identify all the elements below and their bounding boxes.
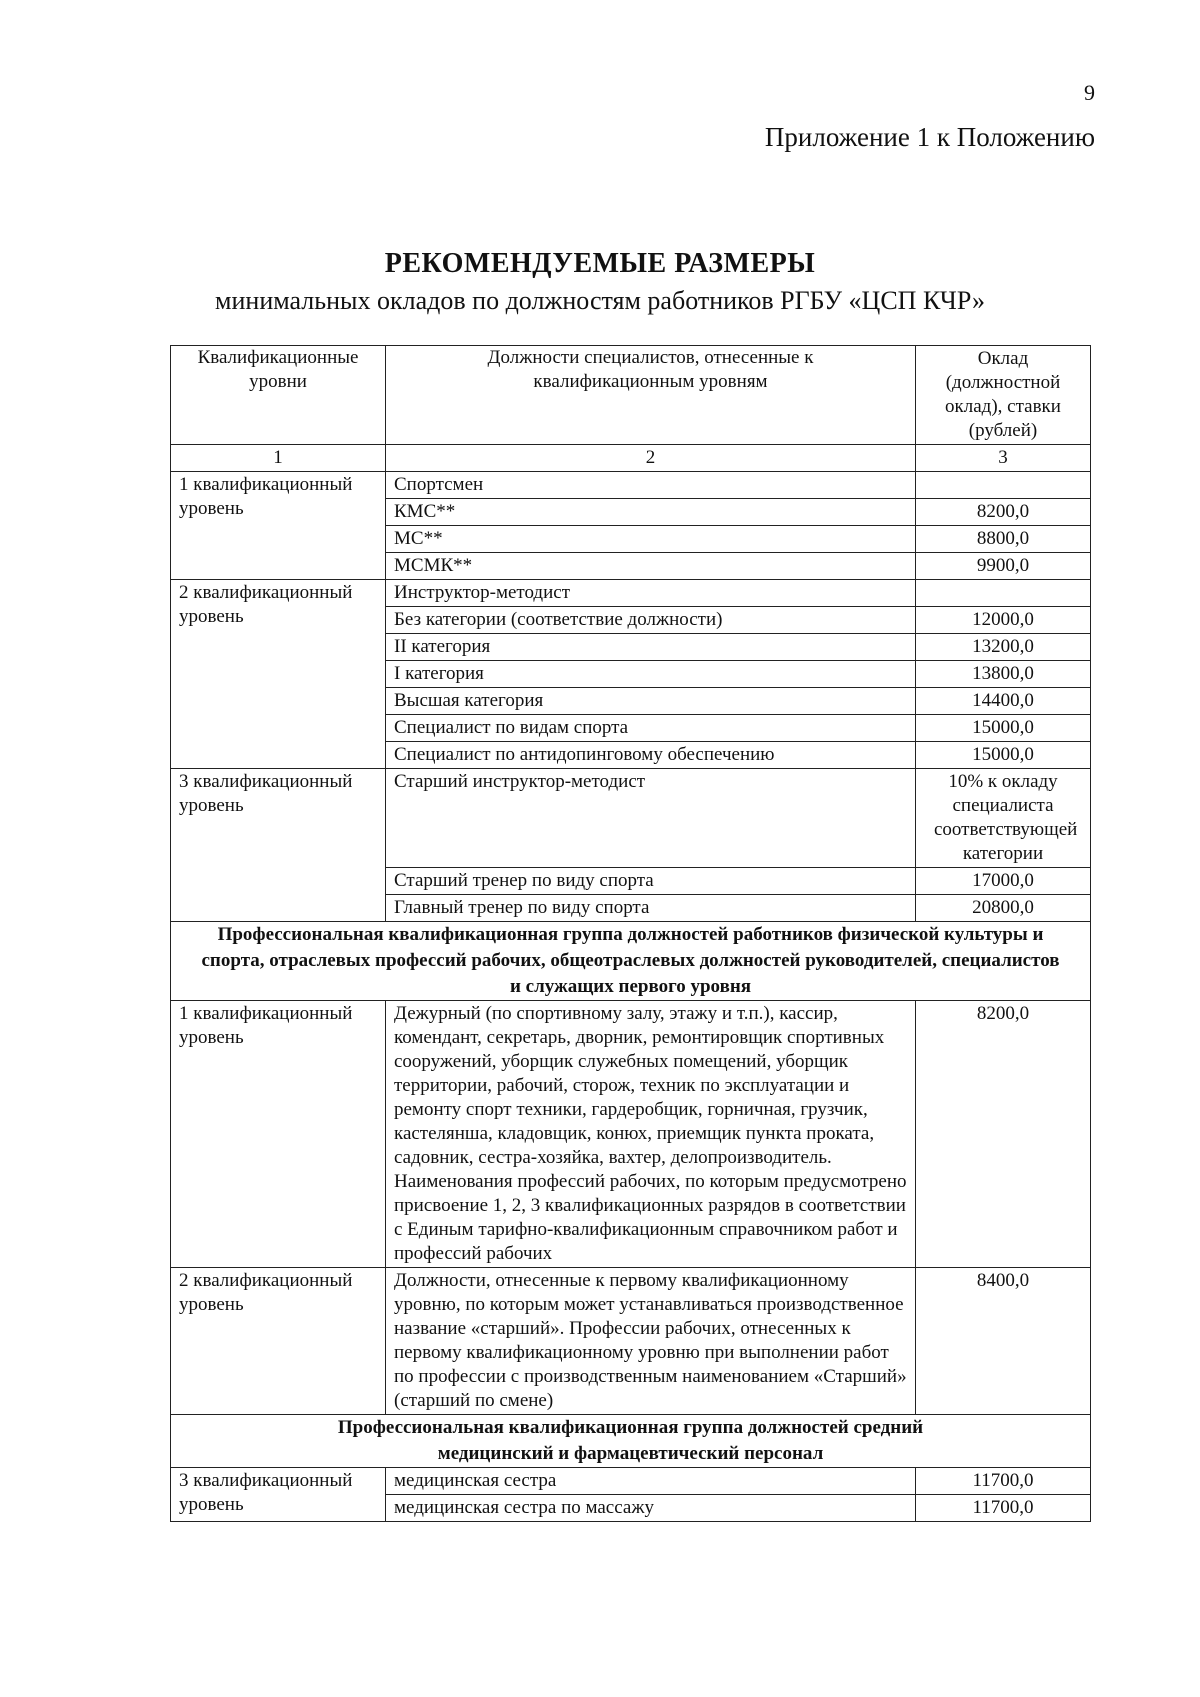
position-cell: Высшая категория [386,688,916,715]
header-levels: Квалификационные уровни [171,346,386,445]
position-cell: Главный тренер по виду спорта [386,895,916,922]
document-title: РЕКОМЕНДУЕМЫЕ РАЗМЕРЫ [384,248,816,279]
level-label: 3 квалификационный уровень [171,1468,386,1522]
group-title: Профессиональная квалификационная группа должностей работников физической культуры и спорта, отраслевых профессий рабочих, общеотраслевых должностей руководителей, специалистов и служащих первого уровня [171,922,1091,1001]
salary-cell: 11700,0 [916,1495,1091,1522]
position-cell: Спортсмен [386,472,916,499]
position-cell [386,1001,916,1268]
position-cell: медицинская сестра [386,1468,916,1495]
salary-cell: 8200,0 [916,499,1091,526]
salary-table [170,345,1091,1522]
salary-cell [916,580,1091,607]
appendix-label: Приложение 1 к Положению [764,122,1095,152]
salary-cell: 15000,0 [916,742,1091,769]
position-cell: I категория [386,661,916,688]
table-row [171,472,1091,499]
position-cell: Инструктор-методист [386,580,916,607]
position-text: Наименования профессий рабочих, по которым предусмотрено присвоение 1, 2, 3 квалификационных разрядов в соответствии с Единым тарифно-квалификационным справочником работ и профессий рабочих [394,1171,907,1264]
position-cell: Старший тренер по виду спорта [386,868,916,895]
table-row [171,1268,1091,1415]
table-row [171,580,1091,607]
position-cell: МС** [386,526,916,553]
position-cell: Старший инструктор-методист [386,769,916,868]
page-number: 9 [1084,80,1095,105]
position-cell: МСМК** [386,553,916,580]
group-title: Профессиональная квалификационная группа должностей средний медицинский и фармацевтический персонал [171,1415,1091,1468]
position-cell: КМС** [386,499,916,526]
salary-cell: 8800,0 [916,526,1091,553]
position-cell: Должности, отнесенные к первому квалификационному уровню, по которым может устанавливаться производственное название «старший». Профессии рабочих, отнесенных к первому квалификационному уровню при выполнении работ по профессии с производственным наименованием «Старший» (старший по смене) [386,1268,916,1415]
salary-cell [916,472,1091,499]
document-subtitle: минимальных окладов по должностям работников РГБУ «ЦСП КЧР» [215,286,985,315]
salary-cell: 13200,0 [916,634,1091,661]
level-label: 2 квалификационный уровень [171,580,386,769]
salary-cell: 12000,0 [916,607,1091,634]
table-row [171,769,1091,868]
salary-cell: 11700,0 [916,1468,1091,1495]
salary-cell: 15000,0 [916,715,1091,742]
column-number-row [171,445,1091,472]
group-header-row [171,1415,1091,1468]
salary-cell: 13800,0 [916,661,1091,688]
position-cell: Специалист по антидопинговому обеспечению [386,742,916,769]
column-number: 3 [916,445,1091,472]
group-header-row [171,922,1091,1001]
salary-cell: 8400,0 [916,1268,1091,1415]
column-number: 2 [386,445,916,472]
position-cell: медицинская сестра по массажу [386,1495,916,1522]
position-text: Дежурный (по спортивному залу, этажу и т.п.), кассир, комендант, секретарь, дворник, ремонтировщик спортивных сооружений, уборщик служебных помещений, уборщик территории, рабочий, сторож, техник по эксплуатации и ремонту спорт техники, гардеробщик, горничная, грузчик, кастелянша, кладовщик, конюх, приемщик пункта проката, садовник, сестра-хозяйка, вахтер, делопроизводитель. [394,1003,885,1168]
table-row [171,1001,1091,1268]
table-row [171,1468,1091,1495]
position-cell: Специалист по видам спорта [386,715,916,742]
position-cell: II категория [386,634,916,661]
salary-cell: 14400,0 [916,688,1091,715]
salary-cell: 20800,0 [916,895,1091,922]
level-label: 2 квалификационный уровень [171,1268,386,1415]
level-label: 1 квалификационный уровень [171,472,386,580]
header-row [171,346,1091,445]
header-positions: Должности специалистов, отнесенные к квалификационным уровням [386,346,916,445]
salary-cell: 10% к окладу специалиста соответствующей категории [916,769,1091,868]
level-label: 3 квалификационный уровень [171,769,386,922]
header-salary: Оклад (должностной оклад), ставки (рублей) [916,346,1091,445]
salary-cell: 17000,0 [916,868,1091,895]
position-cell: Без категории (соответствие должности) [386,607,916,634]
salary-cell: 8200,0 [916,1001,1091,1268]
level-label: 1 квалификационный уровень [171,1001,386,1268]
salary-cell: 9900,0 [916,553,1091,580]
column-number: 1 [171,445,386,472]
